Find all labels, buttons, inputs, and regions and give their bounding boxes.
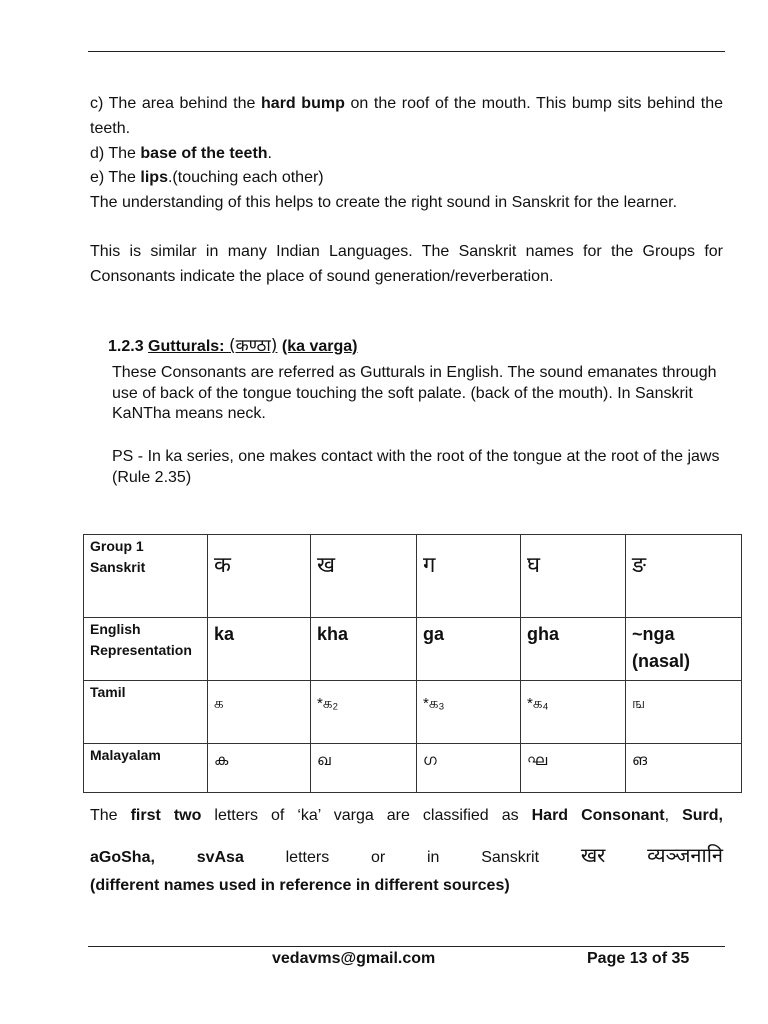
text-span: or bbox=[370, 849, 386, 866]
devanagari-span: खर bbox=[580, 843, 606, 867]
table-cell: घ bbox=[521, 535, 626, 618]
intro-section bbox=[90, 92, 723, 290]
understanding-paragraph: The understanding of this helps to create the right sound in Sanskrit for the learner. bbox=[90, 194, 678, 212]
classification-note: (different names used in reference in different sources) bbox=[90, 877, 510, 894]
table-cell: ങ bbox=[626, 744, 742, 793]
table-cell: ங bbox=[626, 681, 742, 744]
ps-paragraph: PS - In ka series, one makes contact with the root of the tongue at the root of the jaws (Rule 2.35) bbox=[112, 448, 720, 486]
table-cell: ka bbox=[208, 618, 311, 681]
table-cell: க bbox=[208, 681, 311, 744]
bold-span: Surd, bbox=[682, 807, 723, 824]
table-cell: *க₃ bbox=[417, 681, 521, 744]
consonant-table bbox=[83, 534, 742, 793]
table-cell: ഘ bbox=[521, 744, 626, 793]
row-label: Tamil bbox=[84, 681, 208, 744]
item-d-text: d) The bbox=[90, 144, 136, 162]
gutturals-paragraph: These Consonants are referred as Gutturals in English. The sound emanates through use of back of the tongue touching the soft palate. (back of the mouth). In Sanskrit KaNTha means neck. bbox=[112, 364, 717, 422]
table-cell: kha bbox=[311, 618, 417, 681]
row-label: Group 1 Sanskrit bbox=[84, 535, 208, 618]
table-row bbox=[84, 535, 742, 618]
item-e bbox=[90, 166, 723, 191]
table-cell: ക bbox=[208, 744, 311, 793]
footer-email: vedavms@gmail.com bbox=[272, 950, 436, 967]
text-span: letters bbox=[285, 849, 330, 866]
table-row bbox=[84, 618, 742, 681]
bold-span: aGoSha, bbox=[90, 849, 155, 866]
footer-rule bbox=[88, 946, 725, 947]
item-c bbox=[90, 92, 723, 142]
bold-span: svAsa bbox=[196, 849, 244, 866]
section-title: Gutturals: bbox=[148, 338, 225, 355]
similar-paragraph: This is similar in many Indian Languages. The Sanskrit names for the Groups for Consonants indicate the place of sound generation/reverberation. bbox=[90, 242, 723, 285]
section-number: 1.2.3 bbox=[108, 338, 144, 355]
text-span: The bbox=[90, 807, 118, 824]
header-rule bbox=[88, 51, 725, 52]
table-cell: ङ bbox=[626, 535, 742, 618]
bold-span: Hard Consonant bbox=[531, 807, 665, 824]
text-span: , bbox=[664, 807, 670, 824]
table-cell: *க₂ bbox=[311, 681, 417, 744]
classification-line-2 bbox=[90, 840, 723, 873]
bold-span: first two bbox=[130, 807, 202, 824]
item-d-rest: . bbox=[267, 144, 272, 162]
section-heading bbox=[108, 333, 358, 356]
devanagari-span: व्यञ्जनानि bbox=[647, 843, 723, 867]
row-label: Malayalam bbox=[84, 744, 208, 793]
table-cell: ഖ bbox=[311, 744, 417, 793]
item-e-bold: lips bbox=[140, 169, 168, 187]
section-subtitle: (ka varga) bbox=[281, 338, 358, 355]
section-title-underlined bbox=[148, 338, 277, 355]
item-c-text: c) The area behind the bbox=[90, 95, 256, 112]
table-cell: क bbox=[208, 535, 311, 618]
text-span: in bbox=[427, 849, 440, 866]
table-cell: ഗ bbox=[417, 744, 521, 793]
item-c-rest: on the roof of the mouth. This bump sits behind the teeth. bbox=[90, 95, 724, 137]
table-cell: ग bbox=[417, 535, 521, 618]
item-d-bold: base of the teeth bbox=[140, 144, 268, 162]
row-label: English Representation bbox=[84, 618, 208, 681]
page-number: Page 13 of 35 bbox=[587, 950, 690, 967]
table-cell: *க₄ bbox=[521, 681, 626, 744]
table-row bbox=[84, 744, 742, 793]
table-cell: ~nga (nasal) bbox=[626, 618, 742, 681]
item-e-rest: .(touching each other) bbox=[167, 169, 324, 187]
item-d bbox=[90, 142, 723, 167]
item-e-text: e) The bbox=[90, 169, 136, 187]
table-row bbox=[84, 681, 742, 744]
item-c-bold: hard bump bbox=[261, 95, 345, 112]
classification-line-1 bbox=[90, 804, 723, 828]
table-cell: ga bbox=[417, 618, 521, 681]
section-devanagari: (कण्ठा) bbox=[228, 336, 278, 356]
table-cell: ख bbox=[311, 535, 417, 618]
table-cell: gha bbox=[521, 618, 626, 681]
text-span: letters of ‘ka’ varga are classified as bbox=[214, 807, 519, 824]
text-span: Sanskrit bbox=[481, 849, 540, 866]
